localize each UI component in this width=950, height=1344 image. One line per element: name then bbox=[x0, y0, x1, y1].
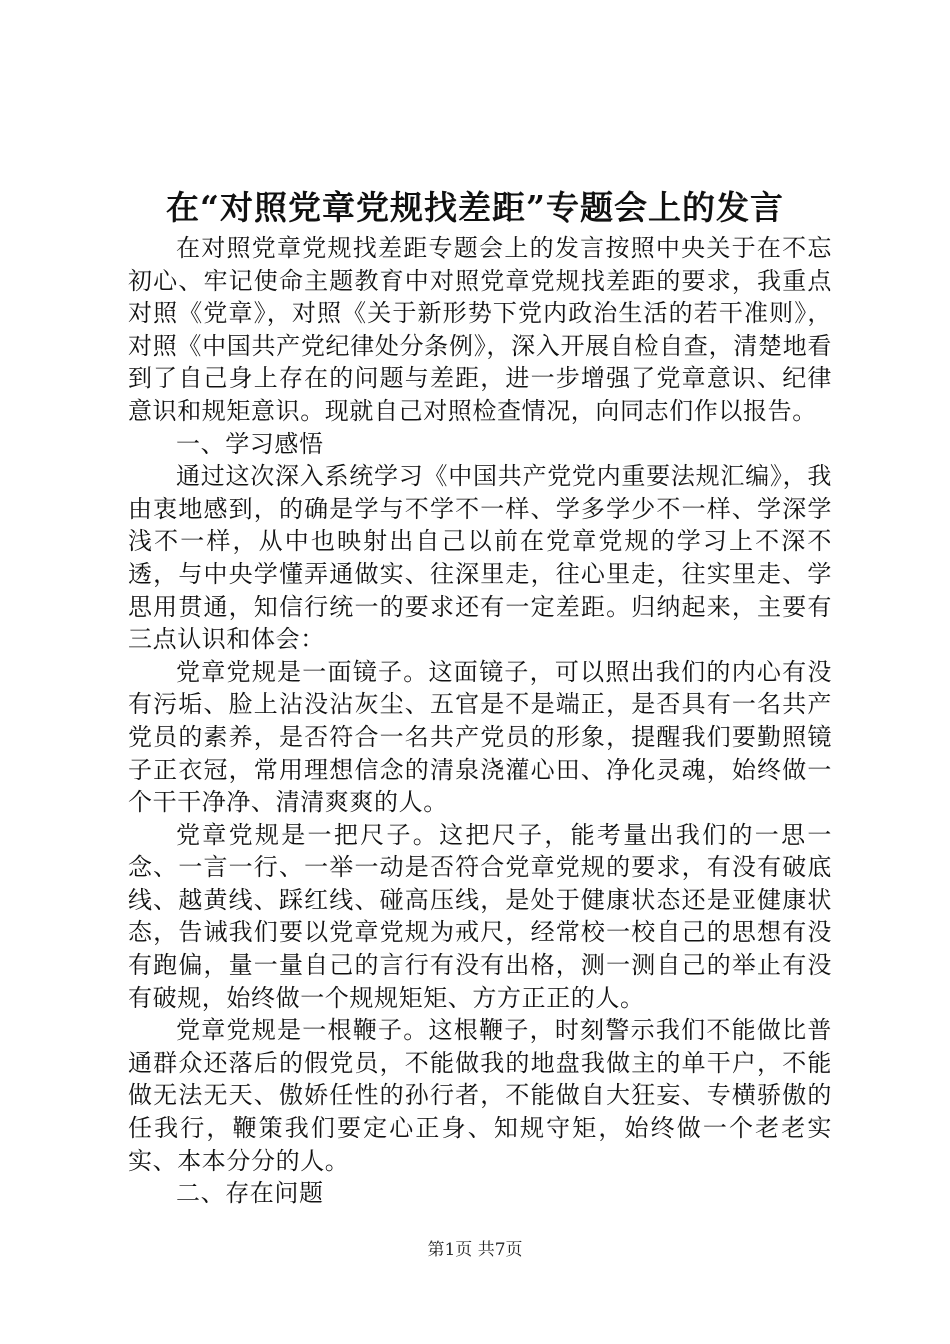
ruler-paragraph: 党章党规是一把尺子。这把尺子，能考量出我们的一思一念、一言一行、一举一动是否符合党章党规的要求，有没有破底线、越黄线、踩红线、碰高压线，是处于健康状态还是亚健康状态，告诫我们要以党章党规为戒尺，经常校一校自己的思想有没有跑偏，量一量自己的言行有没有出格，测一测自己的举止有没有破规，始终做一个规规矩矩、方方正正的人。 bbox=[128, 820, 832, 1012]
page-footer: 第1页 共7页 bbox=[427, 1240, 523, 1260]
mirror-paragraph: 党章党规是一面镜子。这面镜子，可以照出我们的内心有没有污垢、脸上沾没沾灰尘、五官是不是端正，是否具有一名共产党员的素养，是否符合一名共产党员的形象，提醒我们要勤照镜子正衣冠，常用理想信念的清泉浇灌心田、净化灵魂，始终做一个干干净净、清清爽爽的人。 bbox=[128, 657, 832, 817]
section-heading-problems: 二、存在问题 bbox=[176, 1179, 324, 1208]
study-paragraph: 通过这次深入系统学习《中国共产党党内重要法规汇编》，我由衷地感到，的确是学与不学不一样、学多学少不一样、学深学浅不一样，从中也映射出自己以前在党章党规的学习上不深不透，与中央学懂弄通做实、往深里走，往心里走，往实里走、学思用贯通，知信行统一的要求还有一定差距。归纳起来，主要有三点认识和体会： bbox=[128, 462, 832, 654]
document-body bbox=[128, 232, 832, 1210]
document-title: 在“对照党章党规找差距”专题会上的发言 bbox=[166, 188, 784, 227]
intro-paragraph: 在对照党章党规找差距专题会上的发言按照中央关于在不忘初心、牢记使命主题教育中对照党章党规找差距的要求，我重点对照《党章》，对照《关于新形势下党内政治生活的若干准则》，对照《中国共产党纪律处分条例》，深入开展自检自查，清楚地看到了自己身上存在的问题与差距，进一步增强了党章意识、纪律意识和规矩意识。现就自己对照检查情况，向同志们作以报告。 bbox=[128, 234, 832, 425]
section-heading-study: 一、学习感悟 bbox=[176, 429, 324, 458]
whip-paragraph: 党章党规是一根鞭子。这根鞭子，时刻警示我们不能做比普通群众还落后的假党员，不能做我的地盘我做主的单干户，不能做无法无天、傲娇任性的孙行者，不能做自大狂妄、专横骄傲的任我行，鞭策我们要定心正身、知规守矩，始终做一个老老实实、本本分分的人。 bbox=[128, 1016, 832, 1175]
